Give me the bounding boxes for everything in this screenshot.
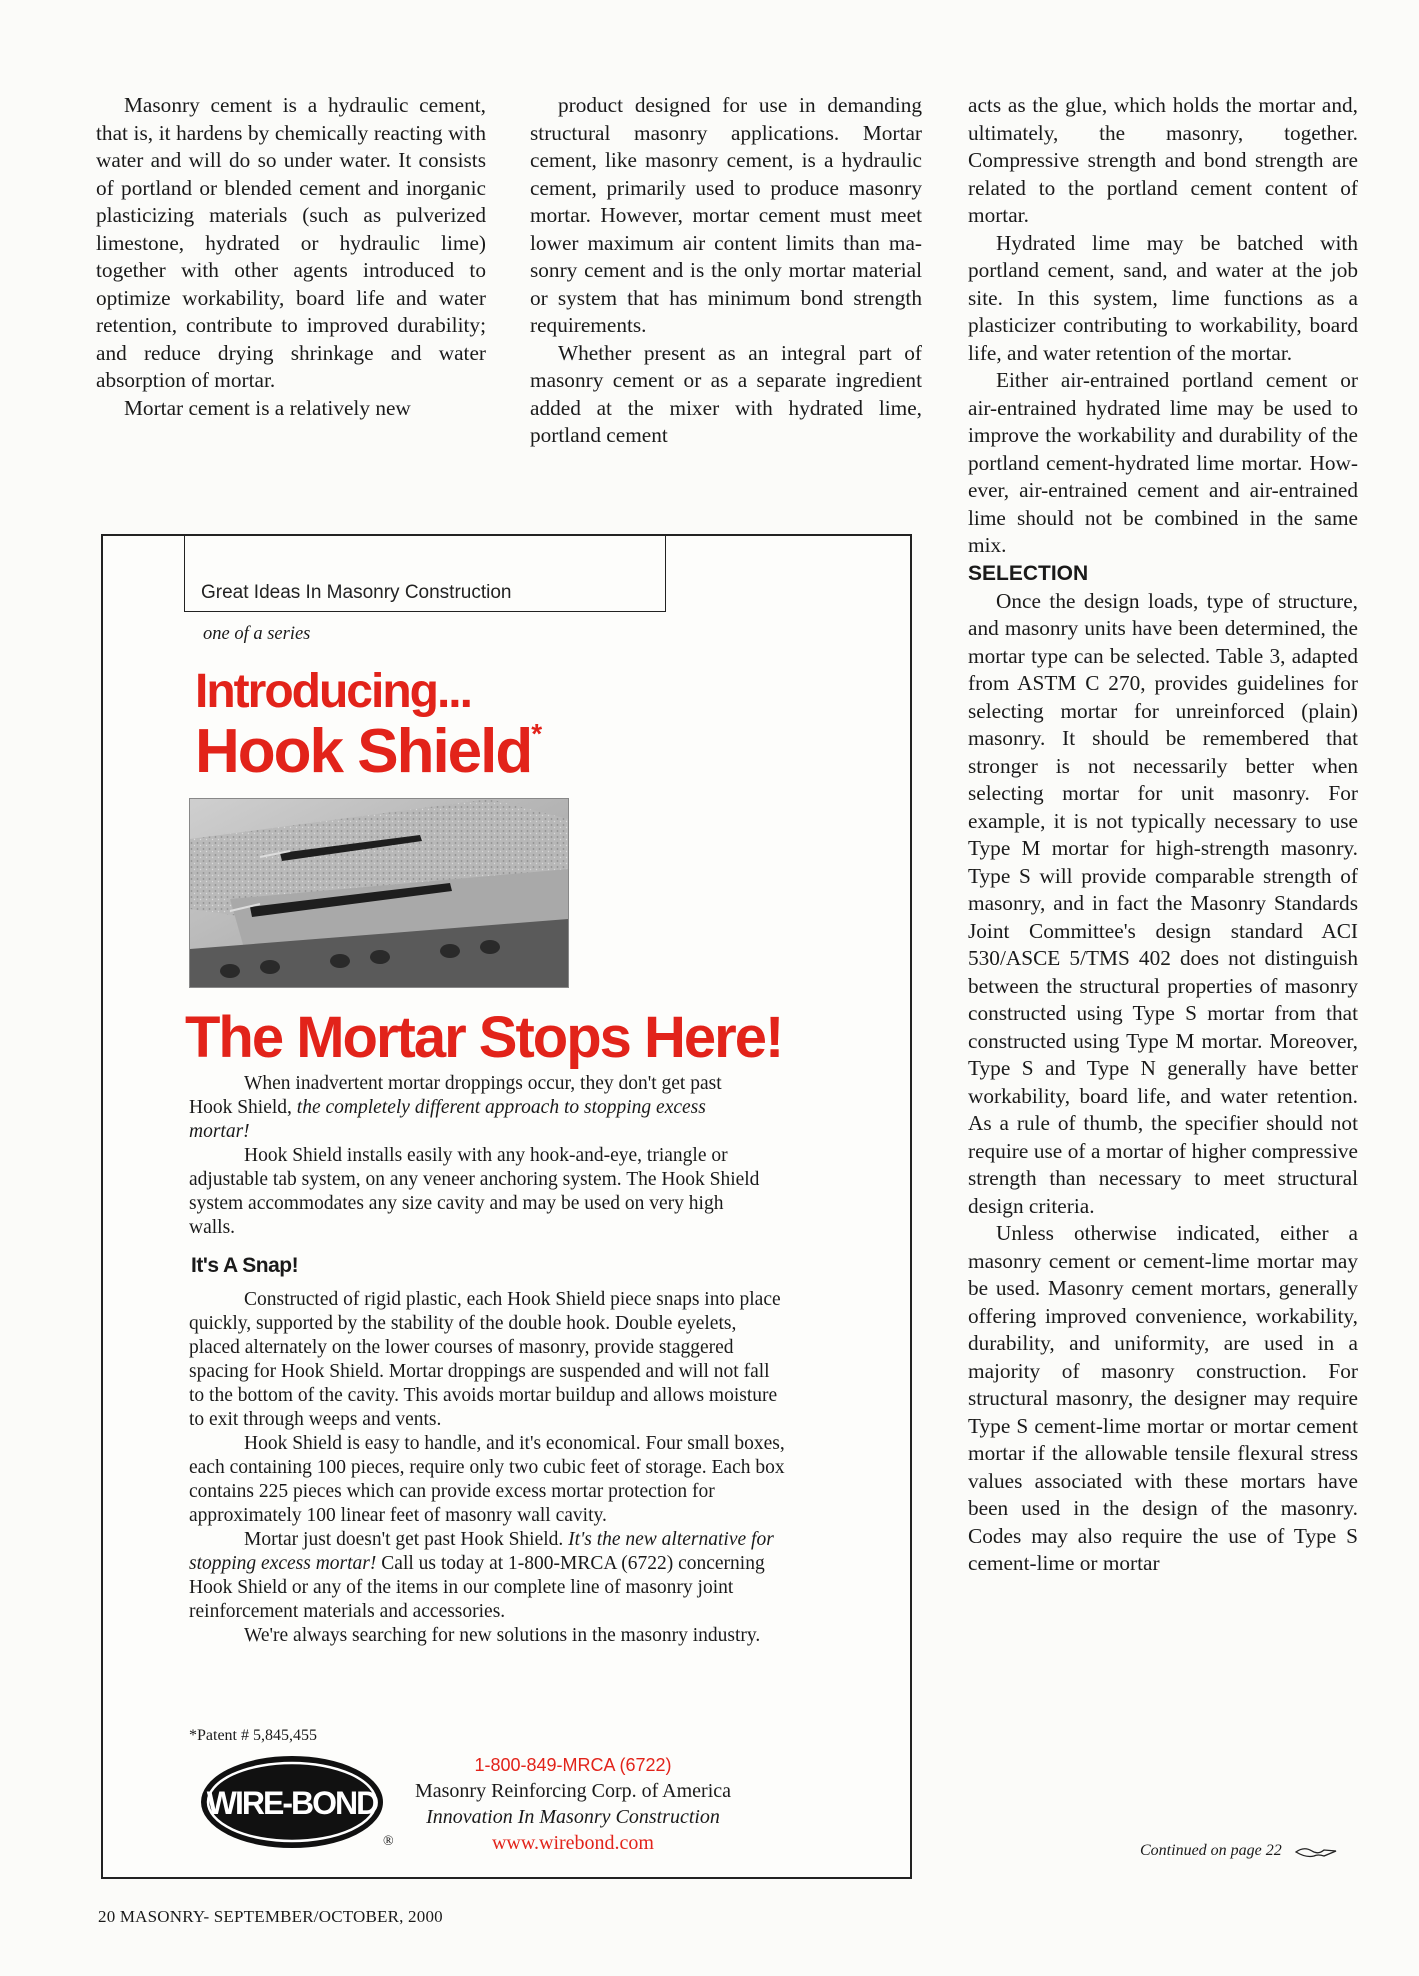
ad-paragraph: Hook Shield is easy to handle, and it's economical. Four small boxes, each containing 100 pieces, require only two cubic feet of storage. Each box contains 225 pieces which can provide excess mortar protection for approximately 100 linear feet of masonry wall cavity.	[189, 1433, 785, 1526]
continued-text: Continued on page 22	[1140, 1842, 1282, 1859]
ad-paragraph: Constructed of rigid plastic, each Hook Shield piece snaps into place quickly, supported by the stability of the double hook. Double eyelets, placed alternately on the lower courses of masonry, provide staggered spacing for Hook Shield. Mortar droppings are suspended and will not fall to the bottom of the cavity. This avoids mortar buildup and allows moisture to exit through weeps and vents.	[189, 1289, 781, 1430]
paragraph: Hydrated lime may be batched with portland cement, sand, and water at the job site. In this system, lime functions as a plasticizer contributing to workability, board life, and water retention of the mortar.	[968, 230, 1358, 365]
ad-text: When inadvertent mortar droppings occur, they don't get past Hook Shield,	[189, 1073, 722, 1118]
ad-contact	[403, 1752, 743, 1856]
ad-italic-text: the completely different approach to stopping excess mortar!	[189, 1097, 706, 1142]
company-tagline: Innovation In Masonry Construction	[426, 1806, 720, 1828]
series-box	[184, 536, 666, 612]
paragraph: Masonry cement is a hydraulic cement, that is, it hardens by chemically reacting with water and will do so under water. It consists of portland or blended cement and inorganic plasticizing materials (such as pulverized limestone, hydrated or hydraulic lime) together with other agents introduced to optimize workability, board life and water retention, contribute to improved durability; and reduce drying shrinkage and water absorption of mortar.	[96, 93, 486, 392]
patent-mark: *	[531, 718, 543, 749]
paragraph: Either air-entrained portland cement or air-entrained hydrated lime may be used to improve the workability and durability of the portland cement-hydrated lime mortar. However, air-entrained cement and air-entrained lime should not be combined in the same mix.	[968, 368, 1358, 557]
arrow-icon	[1294, 1844, 1338, 1858]
logo-text: WIRE-BOND	[206, 1785, 378, 1821]
registered-mark: ®	[383, 1834, 394, 1849]
ad-headline: The Mortar Stops Here!	[185, 1005, 783, 1070]
ad-body-intro	[189, 1072, 769, 1240]
advertisement	[101, 534, 912, 1879]
product-name: Hook Shield	[195, 717, 532, 786]
ad-italic-text: It's the new alternative for stopping excess mortar!	[189, 1529, 774, 1574]
paragraph: Mortar cement is a relatively new	[124, 395, 411, 420]
series-subtitle: one of a series	[203, 624, 311, 644]
paragraph: Unless otherwise indicated, either a masonry cement or cement-lime mortar may be used. Masonry cement mortars, generally offering improved convenience, workability, durability, and uniformity, are used in a majority of masonry construction. For structural masonry, the designer may require Type S cement-lime mortar or mortar cement mortar if the allowable tensile flexural stress values associated with these mortars have been used in the design of the masonry. Codes may also require the use of Type S cement-lime or mortar	[968, 1221, 1358, 1575]
series-title: Great Ideas In Masonry Construction	[201, 582, 512, 603]
ad-paragraph	[189, 1528, 789, 1624]
paragraph: Once the design loads, type of structure, and masonry units have been determined, the mortar type can be selected. Table 3, adapted from ASTM C 270, provides guidelines for selecting mortar for unreinforced (plain) masonry. It should be remembered that stronger is not necessarily better when selecting mortar for unit masonry. For example, it is not typically necessary to use Type M mortar for high-strength masonry. Type S will provide comparable strength of masonry, and in fact the Masonry Standards Joint Committee's design standard ACI 530/ASCE 5/TMS 402 does not distinguish between the structural properties of masonry constructed using Type S mortar from that constructed using Type M mortar. Moreover, Type S and Type N generally have better workability, board life, and water retention. As a rule of thumb, the specifier should not require use of a mortar of higher compressive strength than necessary to meet structural design criteria.	[968, 588, 1358, 1218]
ad-text: Call us today at 1-800-MRCA (6722) concerning Hook Shield or any of the items in our complete line of masonry joint reinforcement materials and accessories.	[189, 1553, 765, 1622]
ad-subheading: It's A Snap!	[191, 1254, 299, 1277]
article-column-1	[96, 92, 486, 422]
product-photo	[189, 798, 569, 988]
article-column-2	[530, 92, 922, 450]
company-url: www.wirebond.com	[491, 1832, 654, 1854]
ad-paragraph: Hook Shield installs easily with any hook-and-eye, triangle or adjustable tab system, on any veneer anchoring system. The Hook Shield system accommodates any size cavity and may be used on very high walls.	[189, 1145, 760, 1238]
patent-note: *Patent # 5,845,455	[189, 1727, 317, 1744]
wire-bond-logo	[199, 1754, 385, 1850]
section-heading: SELECTION	[968, 561, 1089, 585]
page-footer: 20 MASONRY- SEPTEMBER/OCTOBER, 2000	[98, 1907, 443, 1926]
article-column-3	[968, 92, 1358, 1578]
paragraph: Whether present as an integral part of masonry cement or as a separate ingredient added at the mixer with hydrated lime, portland cement	[530, 340, 922, 447]
ad-paragraph: We're always searching for new solutions in the masonry industry.	[244, 1625, 761, 1646]
ad-product-name	[195, 716, 542, 787]
paragraph: product designed for use in demanding structural masonry applications. Mortar cement, like masonry cement, is a hydraulic cement, primarily used to produce masonry mortar. However, mortar cement must meet lower maximum air content limits than masonry cement and is the only mortar material or system that has minimum bond strength requirements.	[530, 93, 922, 337]
continued-note	[1140, 1842, 1338, 1860]
ad-body-details	[189, 1288, 789, 1648]
ad-paragraph	[189, 1072, 769, 1144]
ad-text: Mortar just doesn't get past Hook Shield.	[244, 1529, 569, 1550]
paragraph: acts as the glue, which holds the mortar and, ultimately, the masonry, together. Compressive strength and bond strength are related to the portland cement content of mortar.	[968, 93, 1358, 227]
company-name: Masonry Reinforcing Corp. of America	[414, 1780, 732, 1802]
phone-number: 1-800-849-MRCA (6722)	[474, 1755, 672, 1775]
ad-intro: Introducing...	[195, 665, 471, 718]
